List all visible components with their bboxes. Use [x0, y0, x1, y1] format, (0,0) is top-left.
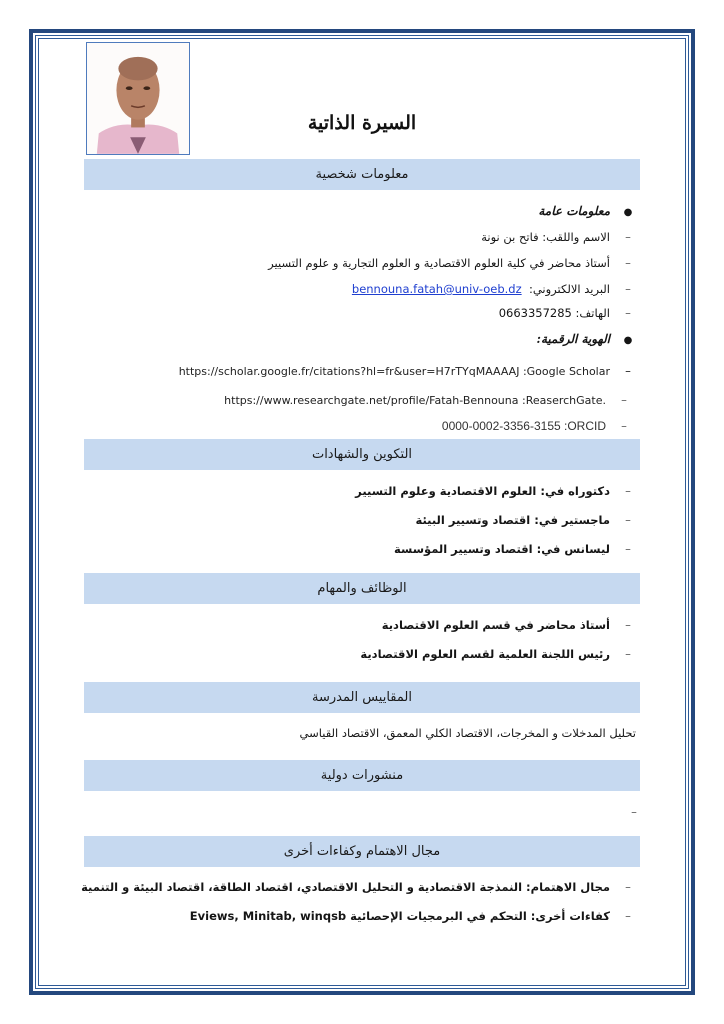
orcid-id[interactable]: 0000-0002-3356-3155 :ORCID	[441, 419, 606, 433]
dash-icon: –	[631, 805, 637, 819]
google-scholar-item	[179, 363, 634, 380]
researchgate-item	[224, 392, 630, 409]
orcid-item	[442, 418, 630, 434]
dash-icon: –	[625, 230, 631, 244]
google-scholar-link[interactable]: https://scholar.google.fr/citations?hl=fr&user=H7rTYqMAAAAJ :Google Scholar	[178, 365, 610, 378]
email-item	[352, 281, 634, 297]
dash-icon: –	[625, 364, 631, 378]
cv-title: السيرة الذاتية	[307, 112, 417, 134]
position-item	[268, 255, 634, 271]
interest-text: مجال الاهتمام: النمذجة الاقتصادية و التحليل الاقتصادي، اقتصاد الطاقة، اقتصاد البيئة و التنمية	[81, 880, 610, 894]
general-info-heading	[538, 203, 634, 221]
dash-icon: –	[625, 484, 631, 498]
dash-icon: –	[625, 256, 631, 270]
profile-photo	[86, 42, 190, 155]
email-label: البريد الالكتروني:	[528, 282, 610, 296]
dash-icon: –	[621, 393, 627, 407]
section-header-education: التكوين والشهادات	[84, 439, 640, 470]
dash-icon: –	[625, 880, 631, 894]
position-duty-text: أستاذ محاضر في قسم العلوم الاقتصادية	[381, 618, 610, 632]
name-text: الاسم واللقب: فاتح بن نونة	[481, 230, 610, 244]
position-duty-item	[382, 617, 634, 633]
email-link[interactable]: bennouna.fatah@univ-oeb.dz	[351, 282, 522, 296]
publication-item	[616, 804, 640, 820]
general-info-label: معلومات عامة	[538, 204, 610, 218]
section-header-personal-info: معلومات شخصية	[84, 159, 640, 190]
education-text: دكتوراه في: العلوم الاقتصادية وعلوم التسيير	[355, 484, 610, 498]
dash-icon: –	[625, 909, 631, 923]
dash-icon: –	[625, 647, 631, 661]
position-text: أستاذ محاضر في كلية العلوم الاقتصادية و العلوم التجارية و علوم التسيير	[268, 256, 610, 270]
education-item	[355, 483, 634, 499]
interest-item	[190, 908, 634, 924]
bullet-icon: ●	[623, 207, 633, 218]
education-item	[394, 541, 634, 557]
dash-icon: –	[625, 306, 631, 320]
bullet-icon: ●	[623, 335, 633, 346]
position-duty-text: رئيس اللجنة العلمية لقسم العلوم الاقتصادية	[360, 647, 610, 661]
dash-icon: –	[625, 542, 631, 556]
section-header-courses: المقاييس المدرسة	[84, 682, 640, 713]
education-text: ليسانس في: اقتصاد وتسيير المؤسسة	[394, 542, 610, 556]
section-header-positions: الوظائف والمهام	[84, 573, 640, 604]
education-item	[416, 512, 635, 528]
dash-icon: –	[625, 282, 631, 296]
section-header-interests: مجال الاهتمام وكفاءات أخرى	[84, 836, 640, 867]
interest-text: كفاءات أخرى: التحكم في البرمجيات الإحصائية Eviews, Minitab, winqsb	[189, 909, 610, 923]
phone-item	[499, 305, 634, 321]
name-item	[481, 229, 634, 245]
interest-item	[81, 879, 634, 895]
section-header-publications: منشورات دولية	[84, 760, 640, 791]
position-duty-item	[360, 646, 634, 662]
education-text: ماجستير في: اقتصاد وتسيير البيئة	[415, 513, 610, 527]
profile-photo-icon	[87, 43, 189, 154]
digital-identity-heading	[537, 331, 634, 349]
dash-icon: –	[625, 513, 631, 527]
digital-identity-label: الهوية الرقمية:	[536, 332, 610, 346]
phone-text: الهاتف: 0663357285	[498, 306, 610, 320]
dash-icon: –	[625, 618, 631, 632]
courses-text: تحليل المدخلات و المخرجات، الاقتصاد الكلي المعمق، الاقتصاد القياسي	[299, 726, 636, 740]
researchgate-link[interactable]: https://www.researchgate.net/profile/Fatah-Bennouna :ReaserchGate.	[224, 394, 606, 407]
dash-icon: –	[621, 419, 627, 433]
